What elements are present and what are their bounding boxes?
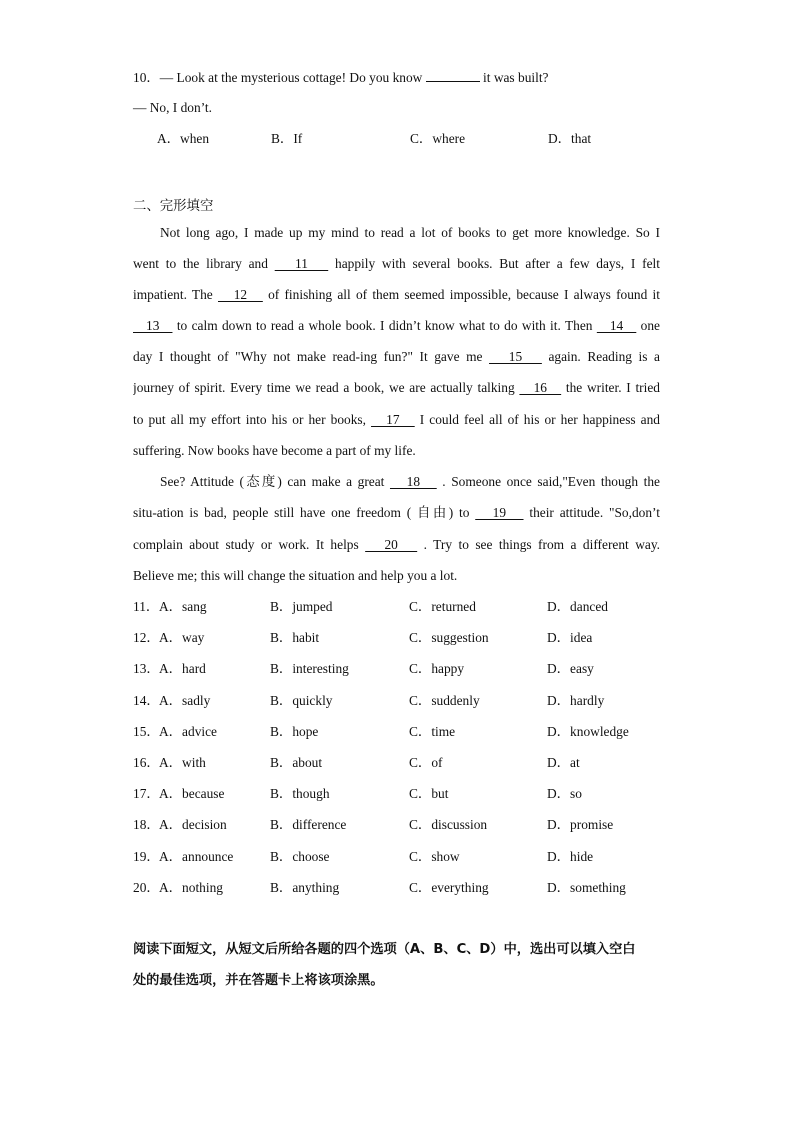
passage-line: [133, 442, 416, 460]
cloze-blank: 19: [475, 505, 524, 520]
q10-option-b: B．If: [271, 131, 303, 146]
option-a: A．because: [159, 786, 225, 801]
passage-text: of finishing all of them seemed impossible, because I always found it: [268, 287, 660, 302]
passage-text: one: [640, 318, 660, 333]
question-number: 14．: [133, 693, 160, 708]
question-row: [133, 629, 693, 647]
passage-text: suffering. Now books have become a part of my life.: [133, 443, 416, 458]
passage-text: the writer. I tried: [565, 380, 660, 395]
option-c: C．but: [409, 786, 449, 801]
question-row: [133, 598, 693, 616]
question-row: [133, 723, 693, 741]
option-d: D．at: [547, 755, 580, 770]
option-b: B．jumped: [270, 599, 333, 614]
option-b: B．choose: [270, 849, 330, 864]
cloze-blank: 20: [365, 537, 418, 552]
question-number: 20．: [133, 880, 160, 895]
option-a: A．way: [159, 630, 205, 645]
question-number: 15．: [133, 724, 160, 739]
passage-line: [160, 224, 660, 242]
option-b: B．quickly: [270, 693, 333, 708]
section-title: 二、完形填空: [133, 199, 214, 214]
question-row: [133, 879, 693, 897]
passage-text: Believe me; this will change the situation and help you a lot.: [133, 568, 458, 583]
option-b: B．hope: [270, 724, 319, 739]
option-c: C．suggestion: [409, 630, 489, 645]
option-a: A．nothing: [159, 880, 223, 895]
passage-text: to calm down to read a whole book. I didn’t know what to do with it. Then: [176, 318, 593, 333]
option-a: A．hard: [159, 661, 206, 676]
passage-text: See? Attitude (态度) can make a great: [160, 474, 385, 489]
option-d: D．danced: [547, 599, 608, 614]
option-d: D．something: [547, 880, 626, 895]
cloze-blank: 16: [519, 380, 562, 395]
cloze-blank: 15: [489, 349, 542, 364]
cloze-blank: 17: [371, 412, 415, 427]
passage-line: [133, 504, 660, 522]
q10-option-a: A．when: [157, 131, 210, 146]
passage-text: their attitude. "So,don’t: [529, 505, 660, 520]
option-d: D．easy: [547, 661, 594, 676]
question-row: [133, 692, 693, 710]
option-b: B．difference: [270, 817, 347, 832]
option-d: D．hide: [547, 849, 594, 864]
question-row: [133, 785, 693, 803]
passage-text: complain about study or work. It helps: [133, 537, 359, 552]
option-c: C．returned: [409, 599, 476, 614]
passage-text: went to the library and: [133, 256, 268, 271]
passage-text: . Someone once said,"Even though the: [442, 474, 660, 489]
option-b: B．anything: [270, 880, 340, 895]
option-c: C．show: [409, 849, 460, 864]
option-a: A．sadly: [159, 693, 211, 708]
passage-text: happily with several books. But after a few days, I felt: [335, 256, 660, 271]
passage-text: day I thought of "Why not make read-ing fun?" It gave me: [133, 349, 483, 364]
q10-option-d: D．that: [548, 131, 592, 146]
question-row: [133, 754, 693, 772]
cloze-blank: 12: [218, 287, 263, 302]
option-a: A．with: [159, 755, 206, 770]
option-d: D．so: [547, 786, 582, 801]
passage-text: journey of spirit. Every time we read a book, we are actually talking: [133, 380, 515, 395]
cloze-blank: 11: [274, 256, 329, 271]
passage-text: I could feel all of his or her happiness and: [419, 412, 660, 427]
question-number: 12．: [133, 630, 160, 645]
question-number: 11．: [133, 599, 160, 614]
option-c: C．of: [409, 755, 443, 770]
q10-line1: 10．— Look at the mysterious cottage! Do you know it was built?: [133, 70, 549, 85]
option-c: C．everything: [409, 880, 489, 895]
option-b: B．about: [270, 755, 323, 770]
passage-line: [133, 286, 660, 304]
q10-options: [157, 130, 717, 148]
passage-text: again. Reading is a: [548, 349, 660, 364]
option-a: A．advice: [159, 724, 218, 739]
passage-line: [133, 379, 660, 397]
passage-text: to put all my effort into his or her books,: [133, 412, 366, 427]
passage-line: [133, 411, 660, 429]
option-d: D．idea: [547, 630, 593, 645]
question-number: 13．: [133, 661, 160, 676]
passage-line: [133, 536, 660, 554]
question-row: [133, 660, 693, 678]
q10-line2: — No, I don’t.: [133, 100, 212, 115]
passage-line: [133, 317, 660, 335]
question-row: [133, 816, 693, 834]
passage-line: [133, 567, 457, 585]
cloze-blank: 13: [133, 318, 173, 333]
option-c: C．time: [409, 724, 456, 739]
option-c: C．happy: [409, 661, 465, 676]
passage-line: [133, 348, 660, 366]
option-a: A．decision: [159, 817, 227, 832]
cloze-blank: 14: [596, 318, 637, 333]
question-number: 18．: [133, 817, 160, 832]
option-b: B．interesting: [270, 661, 349, 676]
option-d: D．promise: [547, 817, 614, 832]
reading-instruction-line1: 阅读下面短文，从短文后所给各题的四个选项（A、B、C、D）中，选出可以填入空白: [133, 942, 636, 957]
option-b: B．though: [270, 786, 330, 801]
option-d: D．knowledge: [547, 724, 629, 739]
question-number: 19．: [133, 849, 160, 864]
q10-option-c: C．where: [410, 131, 466, 146]
question-row: [133, 848, 693, 866]
passage-text: Not long ago, I made up my mind to read a lot of books to get more knowledge. So I: [160, 225, 660, 240]
option-b: B．habit: [270, 630, 320, 645]
option-c: C．discussion: [409, 817, 488, 832]
passage-line: [133, 255, 660, 273]
cloze-blank: 18: [389, 474, 437, 489]
passage-text: impatient. The: [133, 287, 213, 302]
option-c: C．suddenly: [409, 693, 480, 708]
passage-text: situ-ation is bad, people still have one freedom ( 自由) to: [133, 505, 470, 520]
option-d: D．hardly: [547, 693, 605, 708]
question-number: 16．: [133, 755, 160, 770]
option-a: A．announce: [159, 849, 234, 864]
q10-blank: [426, 68, 480, 82]
passage-line: [160, 473, 660, 491]
question-number: 17．: [133, 786, 160, 801]
passage-text: . Try to see things from a different way.: [423, 537, 660, 552]
option-a: A．sang: [159, 599, 207, 614]
reading-instruction-line2: 处的最佳选项，并在答题卡上将该项涂黑。: [133, 973, 384, 988]
